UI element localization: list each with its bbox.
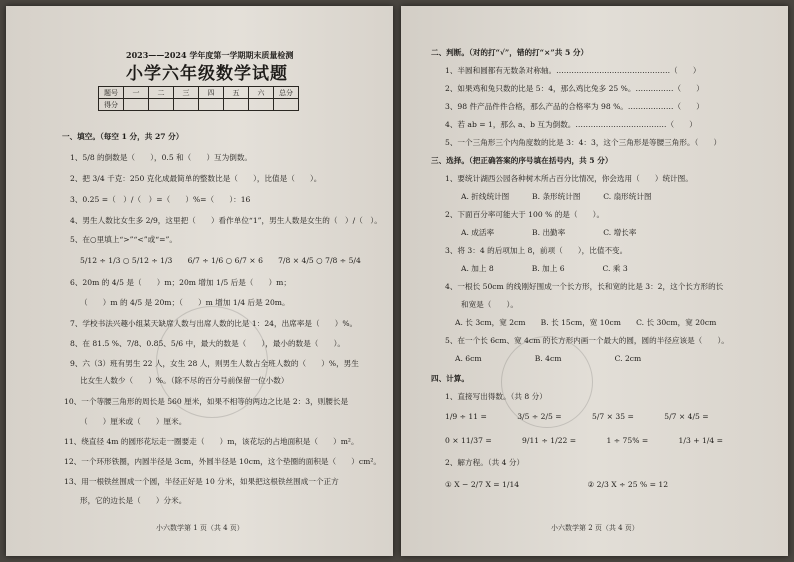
score-cell: 得分: [99, 99, 124, 111]
school-year-line: 2023——2024 学年度第一学期期末质量检测: [126, 50, 294, 60]
score-cell: 三: [174, 87, 199, 99]
score-cell: 四: [199, 87, 224, 99]
question-line: 5、在○里填上“>”“<”或“=”。: [70, 235, 177, 244]
comparison-row: 5/12 ÷ 1/3 ○ 5/12 ÷ 1/3 6/7 ÷ 1/6 ○ 6/7 × 6 7/8 × 4/5 ○ 7/8 ÷ 5/4: [80, 256, 361, 265]
question-line: 5、在一个长 6cm、宽 4cm 的长方形内画一个最大的圆，圆的半径应该是（ ）。: [445, 336, 729, 345]
question-line: 13、用一根铁丝围成一个圆，半径正好是 10 分米，如果把这根铁丝围成一个正方: [64, 477, 339, 486]
calculation-row: 1/9 ÷ 11 = 3/5 ÷ 2/5 = 5/7 × 35 = 5/7 × 4/5 =: [445, 412, 709, 421]
question-line: 1、半圆和圆都有无数条对称轴。………………………………………（ ）: [445, 66, 701, 75]
question-line: （ ）m 的 4/5 是 20m；（ ）m 增加 1/4 后是 20m。: [80, 298, 290, 307]
question-line: 6、20m 的 4/5 是（ ）m；20m 增加 1/5 后是（ ）m；: [70, 278, 291, 287]
score-header-row: [99, 87, 299, 99]
question-line: 1、5/8 的倒数是（ ），0.5 和（ ）互为倒数。: [70, 153, 253, 162]
score-cell: [249, 99, 274, 111]
question-line: 9、六（3）班有男生 22 人，女生 28 人，则男生人数占全班人数的（ ）%，男生: [70, 359, 359, 368]
option-line: A. 成活率 B. 出勤率 C. 增长率: [461, 228, 637, 237]
score-table: [98, 86, 299, 111]
section-calculation-heading: 四、计算。: [431, 374, 469, 383]
score-cell: 五: [224, 87, 249, 99]
score-cell: [149, 99, 174, 111]
score-cell: 总分: [274, 87, 299, 99]
page-footer: 小六数学第 1 页（共 4 页）: [156, 524, 244, 532]
score-cell: 二: [149, 87, 174, 99]
question-line: 2、如果鸡和兔只数的比是 5：4，那么鸡比兔多 25 %。……………（ ）: [445, 84, 704, 93]
question-line: 和宽是（ ）。: [461, 300, 518, 309]
exam-page-1: [6, 6, 393, 556]
option-line: A. 折线统计图 B. 条形统计图 C. 扇形统计图: [461, 192, 652, 201]
exam-page-2: [401, 6, 788, 556]
option-line: A. 6cm B. 4cm C. 2cm: [455, 354, 642, 363]
score-cell: [224, 99, 249, 111]
score-cell: [199, 99, 224, 111]
question-line: 10、一个等腰三角形的周长是 560 厘米，如果不相等的两边之比是 2：3，则腰长是: [64, 397, 349, 406]
question-line: 3、将 3：4 的后项加上 8，前项（ ），比值不变。: [445, 246, 628, 255]
question-line: 2、解方程。（共 4 分）: [445, 458, 525, 467]
page-footer: 小六数学第 2 页（共 4 页）: [551, 524, 639, 532]
score-cell: [174, 99, 199, 111]
question-line: 1、直接写出得数。（共 8 分）: [445, 392, 547, 401]
question-line: 12、一个环形铁圈，内圆半径是 3cm，外圆半径是 10cm，这个垫圈的面积是（ ）cm²。: [64, 457, 381, 466]
score-cell: [124, 99, 149, 111]
score-cell: 六: [249, 87, 274, 99]
equation-row: ① X − 2/7 X = 1/14 ② 2/3 X ÷ 25 % = 12: [445, 480, 669, 489]
score-cell: [274, 99, 299, 111]
question-line: 1、要统计湖西公园各种树木所占百分比情况，你会选用（ ）统计图。: [445, 174, 693, 183]
question-line: 3、0.25 =（ ）/（ ）=（ ）%=（ ）：16: [70, 195, 251, 204]
question-line: 5、一个三角形三个内角度数的比是 3：4：3，这个三角形是等腰三角形。（ ）: [445, 138, 722, 147]
score-cell: 题号: [99, 87, 124, 99]
section-choice-heading: 三、选择。（把正确答案的序号填在括号内，共 5 分）: [431, 156, 613, 165]
question-line: （ ）厘米或（ ）厘米。: [80, 417, 187, 426]
question-line: 7、学校书法兴趣小组某天缺席人数与出席人数的比是 1：24，出席率是（ ）%。: [70, 319, 358, 328]
question-line: 11、绕直径 4m 的圆形花坛走一圈要走（ ）m，该花坛的占地面积是（ ）m²。: [64, 437, 359, 446]
question-line: 4、若 ab = 1，那么 a、b 互为倒数。………………………………（ ）: [445, 120, 697, 129]
question-line: 比女生人数少（ ）%。（除不尽的百分号前保留一位小数）: [80, 376, 289, 385]
score-cell: 一: [124, 87, 149, 99]
question-line: 8、在 81.5 %、7/8、0.85、5/6 中，最大的数是（ ），最小的数是（ ）。: [70, 339, 345, 348]
question-line: 4、一根长 50cm 的线刚好围成一个长方形，长和宽的比是 3：2，这个长方形的长: [445, 282, 724, 291]
question-line: 2、下面百分率可能大于 100 % 的是（ ）。: [445, 210, 605, 219]
question-line: 3、98 件产品件件合格，那么产品的合格率为 98 %。………………（ ）: [445, 102, 704, 111]
section-fill-blank-heading: 一、填空。（每空 1 分，共 27 分）: [62, 132, 184, 141]
section-true-false-heading: 二、判断。（对的打“√”，错的打“×”共 5 分）: [431, 48, 589, 57]
score-value-row: [99, 99, 299, 111]
option-line: A. 长 3cm，宽 2cm B. 长 15cm，宽 10cm C. 长 30cm，宽 20cm: [455, 318, 717, 327]
option-line: A. 加上 8 B. 加上 6 C. 乘 3: [461, 264, 628, 273]
question-line: 形，它的边长是（ ）分米。: [80, 496, 187, 505]
question-line: 4、男生人数比女生多 2/9，这里把（ ）看作单位“1”，男生人数是女生的（ ）/（ ）。: [70, 216, 382, 225]
calculation-row: 0 × 11/37 = 9/11 ÷ 1/22 = 1 ÷ 75% = 1/3 + 1/4 =: [445, 436, 723, 445]
question-line: 2、把 3/4 千克：250 克化成最简单的整数比是（ ），比值是（ ）。: [70, 174, 322, 183]
exam-title: 小学六年级数学试题: [126, 64, 288, 84]
